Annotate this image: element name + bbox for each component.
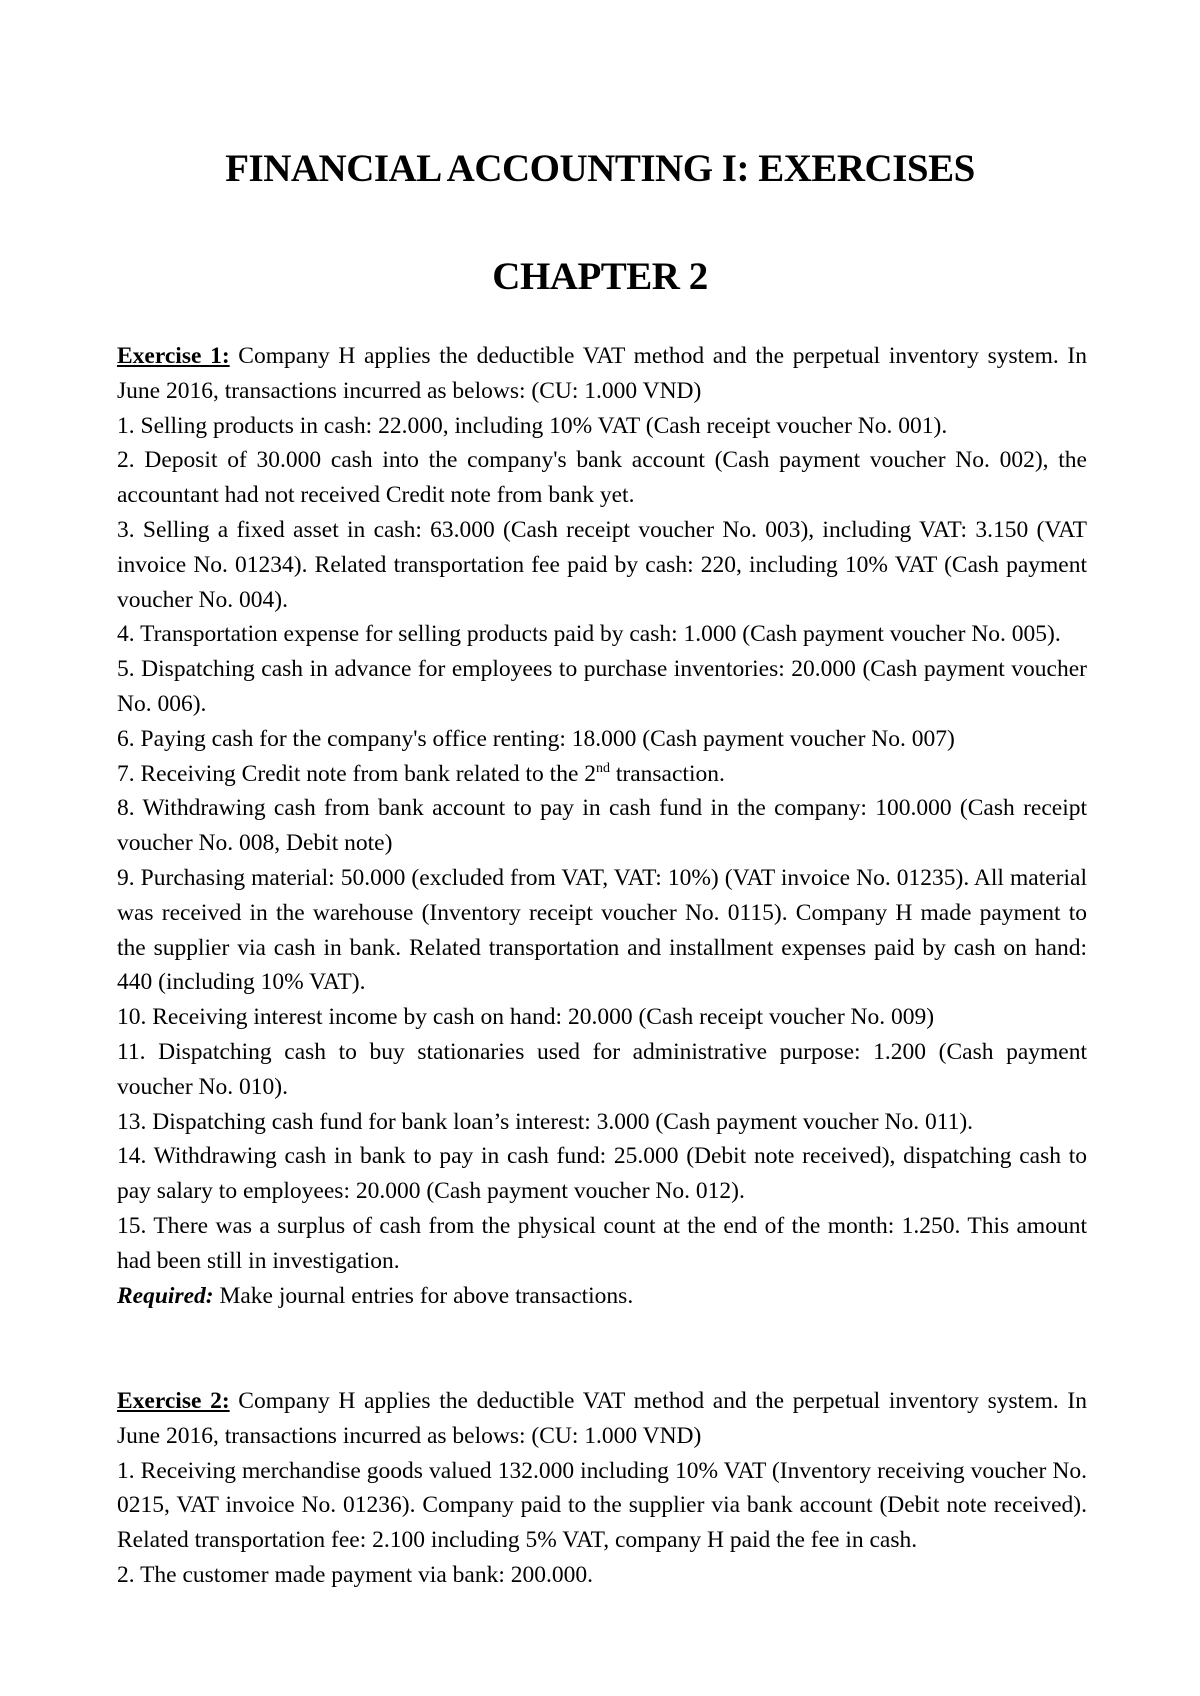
document-title: FINANCIAL ACCOUNTING I: EXERCISES (225, 147, 975, 190)
exercise-1-item-15: 15. There was a surplus of cash from the physical count at the end of the month: 1.250. This amount had been still in investigation. (117, 1212, 1087, 1274)
exercise-2-intro-text: Company H applies the deductible VAT method and the perpetual inventory system. In June 2016, transactions incurred as belows: (CU: 1.000 VND) (117, 1388, 1087, 1449)
exercise-1-item-3: 3. Selling a fixed asset in cash: 63.000 (Cash receipt voucher No. 003), including VAT: 3.150 (VAT invoice No. 01234). Related transportation fee paid by cash: 220, including 10% VAT (Cash payment voucher No. 004). (117, 516, 1087, 613)
exercise-1-item-1: 1. Selling products in cash: 22.000, including 10% VAT (Cash receipt voucher No. 001). (117, 412, 948, 439)
exercise-1-item-8: 8. Withdrawing cash from bank account to pay in cash fund in the company: 100.000 (Cash receipt voucher No. 008, Debit note) (117, 795, 1087, 857)
exercise-1-item-14: 14. Withdrawing cash in bank to pay in cash fund: 25.000 (Debit note received), dispatching cash to pay salary to employees: 20.000 (Cash payment voucher No. 012). (117, 1143, 1087, 1205)
exercise-1-item-2: 2. Deposit of 30.000 cash into the company's bank account (Cash payment voucher No. 002), the accountant had not received Credit note from bank yet. (117, 447, 1087, 509)
exercise-1-item-6: 6. Paying cash for the company's office renting: 18.000 (Cash payment voucher No. 007) (117, 725, 955, 752)
exercise-1-item-7-text: 7. Receiving Credit note from bank related to the 2 (117, 760, 596, 787)
chapter-heading: CHAPTER 2 (492, 255, 708, 298)
exercise-1-item-13: 13. Dispatching cash fund for bank loan’s interest: 3.000 (Cash payment voucher No. 011). (117, 1108, 974, 1135)
required-label: Required: (117, 1282, 214, 1309)
exercise-1-item-4: 4. Transportation expense for selling products paid by cash: 1.000 (Cash payment voucher No. 005). (117, 621, 1061, 648)
exercise-1-intro (117, 339, 1087, 409)
superscript-nd: nd (596, 760, 610, 776)
exercise-2-heading: Exercise 2: (117, 1388, 230, 1414)
exercise-1-item-11: 11. Dispatching cash to buy stationaries used for administrative purpose: 1.200 (Cash payment voucher No. 010). (117, 1038, 1087, 1100)
exercise-1-required (117, 1279, 1087, 1314)
exercise-1-item-7-tail: transaction. (610, 760, 725, 787)
exercise-1-item-9: 9. Purchasing material: 50.000 (excluded from VAT, VAT: 10%) (VAT invoice No. 01235). All material was received in the warehouse (Inventory receipt voucher No. 0115). Company H made payment to the supplier via cash in bank. Related transportation and installment expenses paid by cash on hand: 440 (including 10% VAT). (117, 864, 1087, 996)
exercise-1-item-7 (117, 757, 1087, 792)
exercise-1-heading: Exercise 1: (117, 343, 230, 369)
exercise-1-item-5: 5. Dispatching cash in advance for employees to purchase inventories: 20.000 (Cash payment voucher No. 006). (117, 656, 1087, 717)
exercise-1-intro-text: Company H applies the deductible VAT method and the perpetual inventory system. In June 2016, transactions incurred as belows: (CU: 1.000 VND) (117, 343, 1087, 404)
exercise-1-item-10: 10. Receiving interest income by cash on hand: 20.000 (Cash receipt voucher No. 009) (117, 1004, 935, 1031)
exercise-2-intro (117, 1384, 1087, 1454)
exercise-2-item-1: 1. Receiving merchandise goods valued 132.000 including 10% VAT (Inventory receiving voucher No. 0215, VAT invoice No. 01236). Company paid to the supplier via bank account (Debit note received). Related transportation fee: 2.100 including 5% VAT, company H paid the fee in cash. (117, 1457, 1087, 1554)
exercise-2-item-2: 2. The customer made payment via bank: 200.000. (117, 1561, 593, 1588)
required-text: Make journal entries for above transactions. (213, 1282, 634, 1309)
exercise-2 (117, 1384, 1087, 1593)
exercise-1 (117, 339, 1087, 1313)
